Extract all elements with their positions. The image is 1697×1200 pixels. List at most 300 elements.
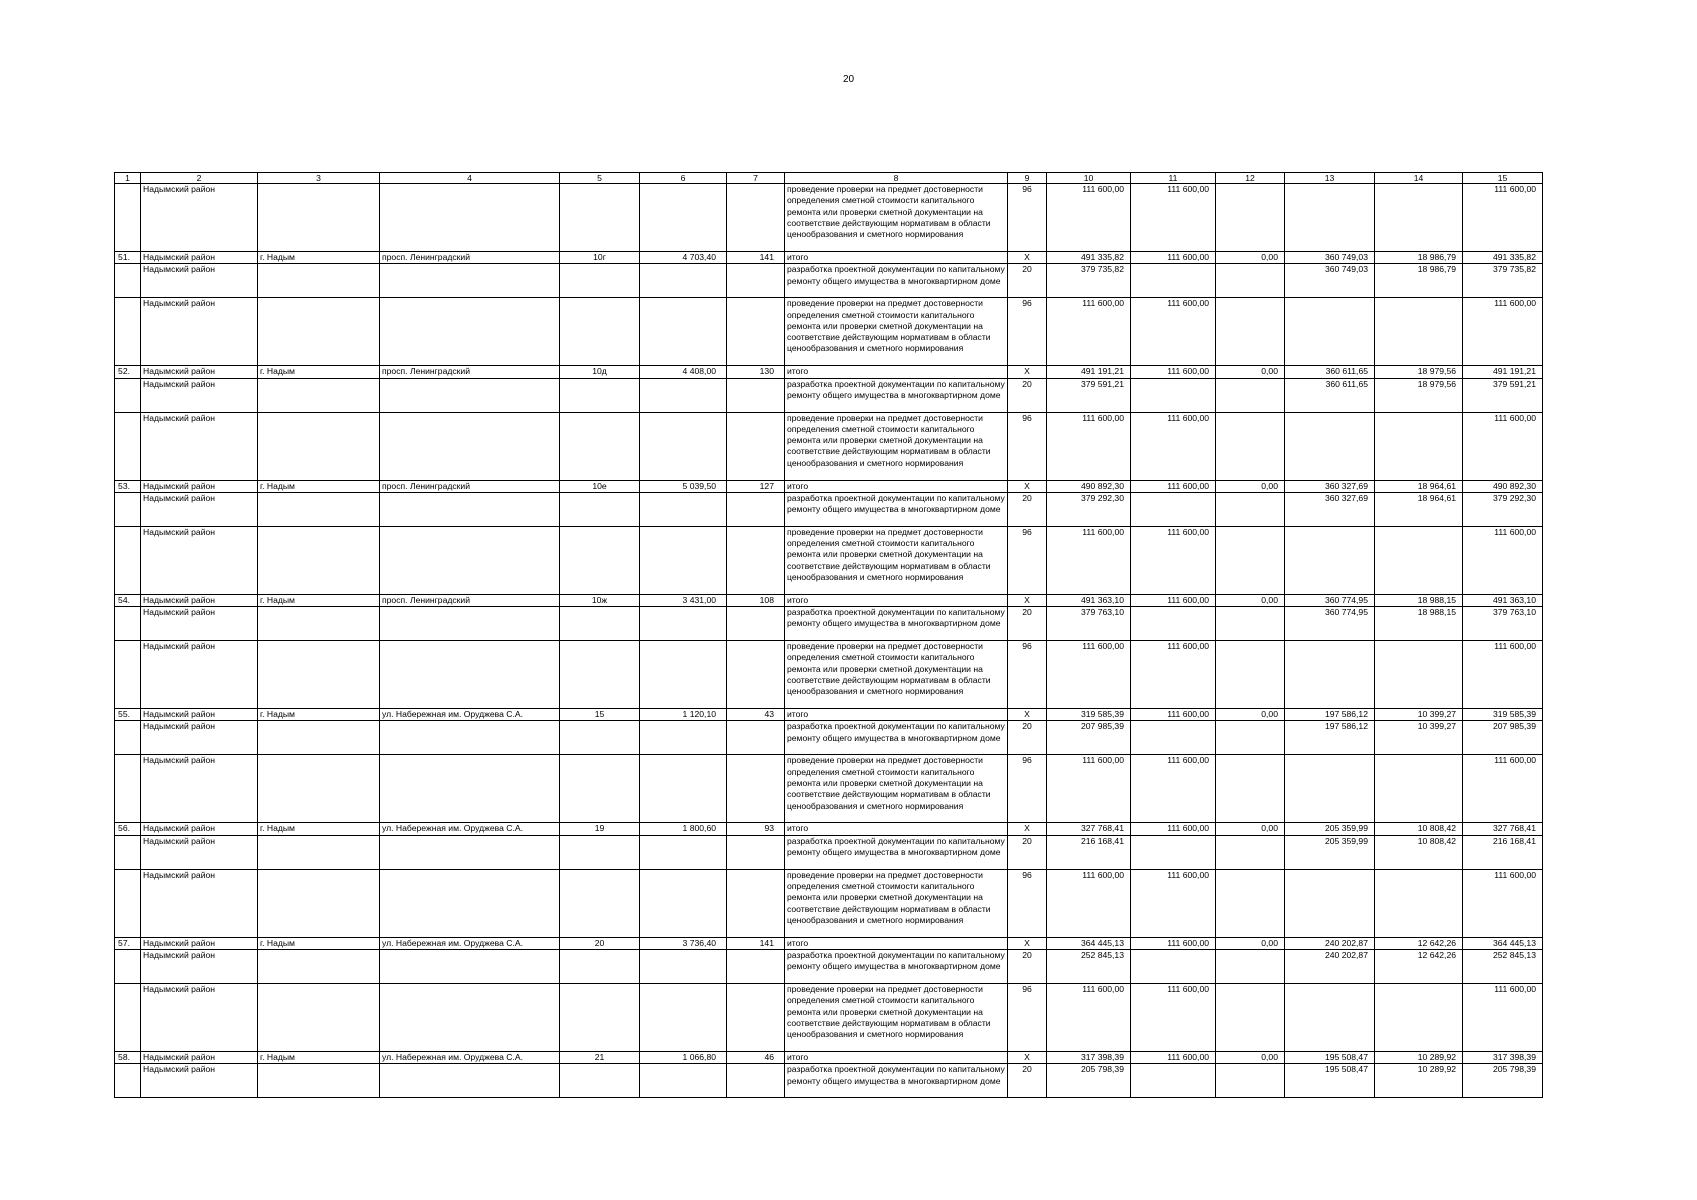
city-cell (258, 835, 380, 869)
work-code-cell: 20 (1008, 835, 1047, 869)
work-type-cell: разработка проектной документации по капитальному ремонту общего имущества в многоквартирном доме (785, 264, 1008, 298)
work-type-cell: проведение проверки на предмет достоверности определения сметной стоимости капитального ремонта или проверки сметной документации на соответствие действующим нормативам в области ценообразования и сметного нормирования (785, 184, 1008, 252)
total-cell: 205 798,39 (1463, 1064, 1543, 1098)
owners-funds-cell: 195 508,47 (1285, 1052, 1375, 1064)
total-cost-cell: 111 600,00 (1047, 869, 1131, 937)
other-funds-cell: 18 986,79 (1375, 252, 1463, 264)
total-cost-cell: 490 892,30 (1047, 480, 1131, 492)
other-funds-cell (1375, 298, 1463, 366)
district-cell: Надымский район (141, 869, 258, 937)
other-funds-cell: 18 988,15 (1375, 594, 1463, 606)
city-cell (258, 984, 380, 1052)
budget-cell (1216, 492, 1285, 526)
fund-cell: 111 600,00 (1131, 366, 1216, 378)
fund-cell (1131, 492, 1216, 526)
total-cell: 207 985,39 (1463, 721, 1543, 755)
row-number (115, 526, 141, 594)
street-cell: ул. Набережная им. Оруджева С.А. (380, 1052, 560, 1064)
table-row (115, 641, 1543, 709)
other-funds-cell: 18 979,56 (1375, 366, 1463, 378)
fund-cell: 111 600,00 (1131, 526, 1216, 594)
work-code-cell: 20 (1008, 721, 1047, 755)
total-cell: 319 585,39 (1463, 709, 1543, 721)
fund-cell (1131, 264, 1216, 298)
total-cost-cell: 111 600,00 (1047, 755, 1131, 823)
residents-cell: 130 (727, 366, 785, 378)
other-funds-cell: 12 642,26 (1375, 950, 1463, 984)
total-cell: 379 292,30 (1463, 492, 1543, 526)
district-cell: Надымский район (141, 594, 258, 606)
other-funds-cell: 18 988,15 (1375, 607, 1463, 641)
budget-cell: 0,00 (1216, 1052, 1285, 1064)
city-cell (258, 1064, 380, 1098)
other-funds-cell (1375, 184, 1463, 252)
total-cost-cell: 111 600,00 (1047, 184, 1131, 252)
table-row (115, 721, 1543, 755)
fund-cell: 111 600,00 (1131, 709, 1216, 721)
work-code-cell: 20 (1008, 264, 1047, 298)
district-cell: Надымский район (141, 950, 258, 984)
house-number-cell (560, 264, 640, 298)
residents-cell (727, 1064, 785, 1098)
owners-funds-cell (1285, 755, 1375, 823)
area-cell (640, 869, 727, 937)
street-cell (380, 492, 560, 526)
total-cell: 364 445,13 (1463, 937, 1543, 949)
other-funds-cell: 12 642,26 (1375, 937, 1463, 949)
total-cost-cell: 205 798,39 (1047, 1064, 1131, 1098)
area-cell (640, 378, 727, 412)
work-code-cell: 20 (1008, 607, 1047, 641)
table-row (115, 823, 1543, 835)
total-cell: 491 363,10 (1463, 594, 1543, 606)
street-cell: просп. Ленинградский (380, 252, 560, 264)
row-number: 55. (115, 709, 141, 721)
district-cell: Надымский район (141, 264, 258, 298)
row-number (115, 641, 141, 709)
total-cost-cell: 317 398,39 (1047, 1052, 1131, 1064)
city-cell (258, 755, 380, 823)
total-cell: 111 600,00 (1463, 869, 1543, 937)
work-type-cell: итого (785, 937, 1008, 949)
district-cell: Надымский район (141, 184, 258, 252)
city-cell: г. Надым (258, 480, 380, 492)
residents-cell (727, 298, 785, 366)
row-number (115, 492, 141, 526)
district-cell: Надымский район (141, 641, 258, 709)
budget-cell (1216, 1064, 1285, 1098)
city-cell (258, 869, 380, 937)
area-cell (640, 984, 727, 1052)
row-number (115, 607, 141, 641)
owners-funds-cell: 240 202,87 (1285, 937, 1375, 949)
row-number: 53. (115, 480, 141, 492)
table-row (115, 835, 1543, 869)
row-number (115, 184, 141, 252)
area-cell: 1 120,10 (640, 709, 727, 721)
owners-funds-cell (1285, 526, 1375, 594)
column-number: 9 (1008, 173, 1047, 184)
total-cost-cell: 111 600,00 (1047, 641, 1131, 709)
other-funds-cell (1375, 755, 1463, 823)
work-code-cell: X (1008, 709, 1047, 721)
work-code-cell: 96 (1008, 412, 1047, 480)
residents-cell (727, 378, 785, 412)
fund-cell: 111 600,00 (1131, 1052, 1216, 1064)
work-code-cell: 20 (1008, 378, 1047, 412)
total-cell: 111 600,00 (1463, 526, 1543, 594)
area-cell (640, 184, 727, 252)
work-code-cell: 96 (1008, 755, 1047, 823)
house-number-cell (560, 950, 640, 984)
district-cell: Надымский район (141, 984, 258, 1052)
residents-cell (727, 950, 785, 984)
house-number-cell (560, 1064, 640, 1098)
budget-cell (1216, 641, 1285, 709)
total-cell: 111 600,00 (1463, 184, 1543, 252)
house-number-cell (560, 984, 640, 1052)
other-funds-cell: 18 964,61 (1375, 492, 1463, 526)
district-cell: Надымский район (141, 709, 258, 721)
table-row (115, 607, 1543, 641)
area-cell: 3 736,40 (640, 937, 727, 949)
city-cell (258, 492, 380, 526)
area-cell (640, 1064, 727, 1098)
city-cell: г. Надым (258, 594, 380, 606)
work-code-cell: X (1008, 1052, 1047, 1064)
work-code-cell: 96 (1008, 869, 1047, 937)
table-row (115, 480, 1543, 492)
street-cell (380, 641, 560, 709)
total-cell: 252 845,13 (1463, 950, 1543, 984)
house-number-cell (560, 607, 640, 641)
street-cell (380, 412, 560, 480)
city-cell (258, 641, 380, 709)
district-cell: Надымский район (141, 298, 258, 366)
owners-funds-cell: 360 749,03 (1285, 264, 1375, 298)
district-cell: Надымский район (141, 378, 258, 412)
area-cell: 4 703,40 (640, 252, 727, 264)
residents-cell (727, 641, 785, 709)
work-type-cell: итого (785, 709, 1008, 721)
owners-funds-cell: 205 359,99 (1285, 823, 1375, 835)
district-cell: Надымский район (141, 823, 258, 835)
work-type-cell: проведение проверки на предмет достоверности определения сметной стоимости капитального ремонта или проверки сметной документации на соответствие действующим нормативам в области ценообразования и сметного нормирования (785, 984, 1008, 1052)
fund-cell: 111 600,00 (1131, 184, 1216, 252)
total-cell: 111 600,00 (1463, 755, 1543, 823)
house-number-cell (560, 378, 640, 412)
street-cell (380, 835, 560, 869)
total-cost-cell: 319 585,39 (1047, 709, 1131, 721)
residents-cell: 127 (727, 480, 785, 492)
fund-cell (1131, 1064, 1216, 1098)
other-funds-cell: 18 979,56 (1375, 378, 1463, 412)
budget-cell: 0,00 (1216, 252, 1285, 264)
owners-funds-cell: 360 611,65 (1285, 378, 1375, 412)
house-number-cell: 10д (560, 366, 640, 378)
area-cell: 1 800,60 (640, 823, 727, 835)
total-cost-cell: 491 335,82 (1047, 252, 1131, 264)
budget-cell (1216, 755, 1285, 823)
budget-cell (1216, 412, 1285, 480)
total-cost-cell: 364 445,13 (1047, 937, 1131, 949)
city-cell (258, 607, 380, 641)
fund-cell: 111 600,00 (1131, 937, 1216, 949)
row-number (115, 412, 141, 480)
total-cell: 379 735,82 (1463, 264, 1543, 298)
area-cell (640, 607, 727, 641)
row-number (115, 869, 141, 937)
table-row (115, 366, 1543, 378)
work-type-cell: разработка проектной документации по капитальному ремонту общего имущества в многоквартирном доме (785, 607, 1008, 641)
total-cost-cell: 216 168,41 (1047, 835, 1131, 869)
area-cell (640, 641, 727, 709)
district-cell: Надымский район (141, 1064, 258, 1098)
fund-cell: 111 600,00 (1131, 252, 1216, 264)
work-code-cell: 20 (1008, 1064, 1047, 1098)
area-cell: 4 408,00 (640, 366, 727, 378)
owners-funds-cell: 197 586,12 (1285, 721, 1375, 755)
owners-funds-cell: 360 327,69 (1285, 480, 1375, 492)
other-funds-cell: 10 399,27 (1375, 709, 1463, 721)
budget-cell: 0,00 (1216, 366, 1285, 378)
area-cell (640, 526, 727, 594)
owners-funds-cell: 360 749,03 (1285, 252, 1375, 264)
residents-cell (727, 835, 785, 869)
total-cost-cell: 207 985,39 (1047, 721, 1131, 755)
work-type-cell: разработка проектной документации по капитальному ремонту общего имущества в многоквартирном доме (785, 492, 1008, 526)
other-funds-cell: 18 986,79 (1375, 264, 1463, 298)
owners-funds-cell (1285, 412, 1375, 480)
table-row (115, 1052, 1543, 1064)
city-cell: г. Надым (258, 709, 380, 721)
total-cell: 491 335,82 (1463, 252, 1543, 264)
total-cost-cell: 327 768,41 (1047, 823, 1131, 835)
total-cost-cell: 111 600,00 (1047, 984, 1131, 1052)
work-code-cell: X (1008, 594, 1047, 606)
budget-cell: 0,00 (1216, 480, 1285, 492)
table-row (115, 298, 1543, 366)
other-funds-cell: 10 808,42 (1375, 835, 1463, 869)
fund-cell: 111 600,00 (1131, 755, 1216, 823)
owners-funds-cell: 360 774,95 (1285, 594, 1375, 606)
district-cell: Надымский район (141, 366, 258, 378)
column-number: 1 (115, 173, 141, 184)
house-number-cell (560, 298, 640, 366)
work-code-cell: 96 (1008, 984, 1047, 1052)
other-funds-cell: 10 808,42 (1375, 823, 1463, 835)
owners-funds-cell (1285, 184, 1375, 252)
total-cell: 111 600,00 (1463, 298, 1543, 366)
work-type-cell: проведение проверки на предмет достоверности определения сметной стоимости капитального ремонта или проверки сметной документации на соответствие действующим нормативам в области ценообразования и сметного нормирования (785, 526, 1008, 594)
budget-cell (1216, 526, 1285, 594)
owners-funds-cell (1285, 641, 1375, 709)
street-cell (380, 984, 560, 1052)
row-number (115, 755, 141, 823)
other-funds-cell (1375, 412, 1463, 480)
house-number-cell (560, 641, 640, 709)
fund-cell: 111 600,00 (1131, 594, 1216, 606)
table-row (115, 264, 1543, 298)
table-row (115, 252, 1543, 264)
street-cell (380, 184, 560, 252)
row-number (115, 298, 141, 366)
work-code-cell: 20 (1008, 492, 1047, 526)
row-number (115, 950, 141, 984)
city-cell (258, 526, 380, 594)
residents-cell (727, 526, 785, 594)
area-cell (640, 412, 727, 480)
table-row (115, 378, 1543, 412)
column-number: 7 (727, 173, 785, 184)
column-number: 4 (380, 173, 560, 184)
fund-cell: 111 600,00 (1131, 298, 1216, 366)
capital-repair-table (114, 172, 1543, 1098)
fund-cell (1131, 721, 1216, 755)
fund-cell: 111 600,00 (1131, 480, 1216, 492)
column-number: 2 (141, 173, 258, 184)
table-row (115, 984, 1543, 1052)
residents-cell (727, 264, 785, 298)
residents-cell: 108 (727, 594, 785, 606)
residents-cell (727, 607, 785, 641)
owners-funds-cell: 195 508,47 (1285, 1064, 1375, 1098)
street-cell: ул. Набережная им. Оруджева С.А. (380, 937, 560, 949)
area-cell (640, 264, 727, 298)
other-funds-cell: 18 964,61 (1375, 480, 1463, 492)
row-number: 52. (115, 366, 141, 378)
district-cell: Надымский район (141, 1052, 258, 1064)
work-type-cell: разработка проектной документации по капитальному ремонту общего имущества в многоквартирном доме (785, 378, 1008, 412)
district-cell: Надымский район (141, 492, 258, 526)
work-type-cell: итого (785, 366, 1008, 378)
row-number: 58. (115, 1052, 141, 1064)
table-row (115, 594, 1543, 606)
table-row (115, 869, 1543, 937)
fund-cell: 111 600,00 (1131, 412, 1216, 480)
area-cell: 5 039,50 (640, 480, 727, 492)
table-row (115, 492, 1543, 526)
city-cell (258, 378, 380, 412)
budget-cell (1216, 869, 1285, 937)
residents-cell: 43 (727, 709, 785, 721)
budget-cell (1216, 378, 1285, 412)
table-row (115, 526, 1543, 594)
district-cell: Надымский район (141, 480, 258, 492)
area-cell: 3 431,00 (640, 594, 727, 606)
budget-cell (1216, 721, 1285, 755)
street-cell (380, 607, 560, 641)
city-cell (258, 412, 380, 480)
area-cell (640, 755, 727, 823)
city-cell: г. Надым (258, 823, 380, 835)
total-cost-cell: 379 292,30 (1047, 492, 1131, 526)
area-cell (640, 835, 727, 869)
street-cell (380, 950, 560, 984)
city-cell: г. Надым (258, 937, 380, 949)
work-type-cell: проведение проверки на предмет достоверности определения сметной стоимости капитального ремонта или проверки сметной документации на соответствие действующим нормативам в области ценообразования и сметного нормирования (785, 641, 1008, 709)
total-cost-cell: 111 600,00 (1047, 412, 1131, 480)
budget-cell (1216, 184, 1285, 252)
other-funds-cell (1375, 641, 1463, 709)
work-code-cell: 96 (1008, 184, 1047, 252)
street-cell: просп. Ленинградский (380, 480, 560, 492)
house-number-cell: 19 (560, 823, 640, 835)
fund-cell (1131, 607, 1216, 641)
district-cell: Надымский район (141, 755, 258, 823)
district-cell: Надымский район (141, 412, 258, 480)
work-type-cell: разработка проектной документации по капитальному ремонту общего имущества в многоквартирном доме (785, 950, 1008, 984)
row-number (115, 1064, 141, 1098)
owners-funds-cell (1285, 984, 1375, 1052)
column-number: 14 (1375, 173, 1463, 184)
street-cell (380, 264, 560, 298)
budget-cell (1216, 264, 1285, 298)
budget-cell (1216, 835, 1285, 869)
row-number (115, 721, 141, 755)
city-cell (258, 950, 380, 984)
total-cell: 111 600,00 (1463, 412, 1543, 480)
street-cell: просп. Ленинградский (380, 594, 560, 606)
fund-cell: 111 600,00 (1131, 823, 1216, 835)
row-number (115, 378, 141, 412)
work-type-cell: итого (785, 823, 1008, 835)
page-number: 20 (842, 74, 855, 85)
residents-cell (727, 412, 785, 480)
total-cell: 491 191,21 (1463, 366, 1543, 378)
city-cell (258, 264, 380, 298)
residents-cell (727, 492, 785, 526)
budget-cell (1216, 984, 1285, 1052)
street-cell (380, 869, 560, 937)
work-code-cell: X (1008, 937, 1047, 949)
street-cell (380, 298, 560, 366)
budget-cell: 0,00 (1216, 594, 1285, 606)
owners-funds-cell (1285, 869, 1375, 937)
house-number-cell: 15 (560, 709, 640, 721)
total-cell: 379 763,10 (1463, 607, 1543, 641)
other-funds-cell: 10 289,92 (1375, 1064, 1463, 1098)
owners-funds-cell: 360 774,95 (1285, 607, 1375, 641)
owners-funds-cell: 360 611,65 (1285, 366, 1375, 378)
house-number-cell (560, 721, 640, 755)
residents-cell (727, 984, 785, 1052)
house-number-cell: 20 (560, 937, 640, 949)
owners-funds-cell (1285, 298, 1375, 366)
budget-cell (1216, 950, 1285, 984)
total-cost-cell: 111 600,00 (1047, 526, 1131, 594)
row-number: 56. (115, 823, 141, 835)
work-type-cell: разработка проектной документации по капитальному ремонту общего имущества в многоквартирном доме (785, 835, 1008, 869)
residents-cell: 141 (727, 937, 785, 949)
area-cell: 1 066,80 (640, 1052, 727, 1064)
house-number-cell: 21 (560, 1052, 640, 1064)
house-number-cell (560, 492, 640, 526)
city-cell (258, 721, 380, 755)
work-code-cell: X (1008, 252, 1047, 264)
house-number-cell (560, 835, 640, 869)
column-number: 11 (1131, 173, 1216, 184)
column-number: 15 (1463, 173, 1543, 184)
table-row (115, 1064, 1543, 1098)
total-cell: 490 892,30 (1463, 480, 1543, 492)
street-cell: просп. Ленинградский (380, 366, 560, 378)
street-cell (380, 526, 560, 594)
area-cell (640, 298, 727, 366)
total-cost-cell: 379 735,82 (1047, 264, 1131, 298)
total-cost-cell: 379 591,21 (1047, 378, 1131, 412)
total-cell: 379 591,21 (1463, 378, 1543, 412)
